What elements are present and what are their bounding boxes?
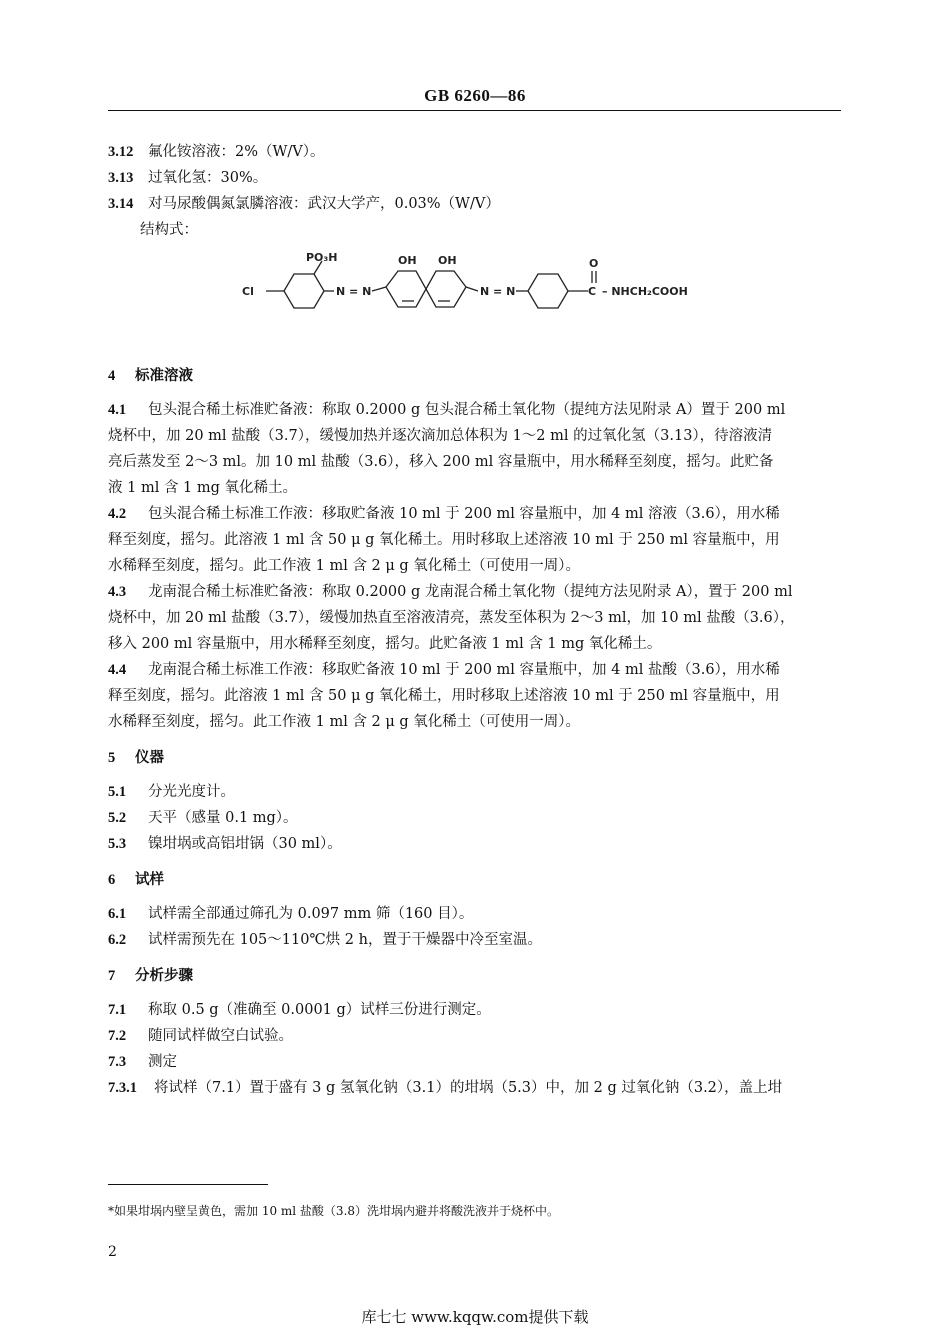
item-number: 7.1: [108, 1002, 127, 1018]
structure-label: 结构式：: [140, 222, 198, 238]
item-4-3: [108, 579, 841, 657]
item-number: 5.1: [108, 784, 127, 800]
page-header-title: GB 6260—86: [424, 86, 526, 105]
benzene-ring-1: [284, 274, 324, 308]
structural-formula-figure: [226, 249, 726, 333]
paragraph-line: 亮后蒸发至 2～3 ml。加 10 ml 盐酸（3.6），移入 200 ml 容量瓶中，用水稀释至刻度，摇匀。此贮备: [108, 454, 774, 470]
item-7-2: [108, 1023, 841, 1049]
download-watermark: 库七七 www.kqqw.com提供下载: [361, 1308, 589, 1326]
formula-carbonyl-o-label: O: [589, 257, 599, 270]
item-number: 6.1: [108, 906, 127, 922]
item-number: 6.2: [108, 932, 127, 948]
paragraph-line: 包头混合稀土标准工作液：移取贮备液 10 ml 于 200 ml 容量瓶中，加 4 ml 溶液（3.6），用水稀: [148, 506, 780, 522]
paragraph-line: 移入 200 ml 容量瓶中，用水稀释至刻度，摇匀。此贮备液 1 ml 含 1 mg 氧化稀土。: [108, 636, 662, 652]
section-number: 7: [108, 968, 116, 984]
item-4-2: [108, 501, 841, 579]
item-number: 3.14: [108, 196, 134, 212]
section-title: 分析步骤: [135, 967, 193, 984]
item-text: 测定: [148, 1054, 177, 1070]
item-4-4: [108, 657, 841, 735]
item-5-1: [108, 779, 841, 805]
header-rule: [108, 110, 841, 111]
item-number: 5.3: [108, 836, 127, 852]
formula-tail-label: – NHCH₂COOH: [602, 285, 688, 298]
item-text: 试样需全部通过筛孔为 0.097 mm 筛（160 目）。: [148, 906, 474, 922]
section-title: 标准溶液: [135, 367, 193, 384]
paragraph-line: 水稀释至刻度，摇匀。此工作液 1 ml 含 2 μ g 氧化稀土（可使用一周）。: [108, 558, 581, 574]
item-number: 3.13: [108, 170, 134, 186]
item-number: 7.2: [108, 1028, 127, 1044]
item-number: 4.2: [108, 506, 127, 522]
section-title: 试样: [135, 871, 164, 888]
item-number: 4.1: [108, 402, 127, 418]
formula-po3h-label: PO₃H: [306, 251, 338, 264]
section-number: 5: [108, 750, 116, 766]
paragraph-line: 液 1 ml 含 1 mg 氧化稀土。: [108, 480, 298, 496]
footnote: *如果坩埚内壁呈黄色，需加 10 ml 盐酸（3.8）洗坩埚内避并将酸洗液并于烧杯中。: [108, 1204, 560, 1218]
formula-cl-label: Cl: [242, 285, 254, 298]
footnote-rule: [108, 1184, 268, 1185]
bond-azo2-left: [466, 287, 478, 291]
section-4-heading: [108, 363, 841, 389]
paragraph-line: 龙南混合稀土标准贮备液：称取 0.2000 g 龙南混合稀土氧化物（提纯方法见附录 A），置于 200 ml: [148, 584, 793, 600]
item-text: 镍坩埚或高铝坩锅（30 ml）。: [148, 836, 342, 852]
item-text: 对马尿酸偶氮氯膦溶液：武汉大学产，0.03%（W/V）: [148, 196, 500, 212]
section-6-heading: [108, 867, 841, 893]
section-5-heading: [108, 745, 841, 771]
formula-azo1-label: N = N: [336, 285, 372, 298]
item-7-1: [108, 997, 841, 1023]
paragraph-line: 水稀释至刻度，摇匀。此工作液 1 ml 含 2 μ g 氧化稀土（可使用一周）。: [108, 714, 581, 730]
formula-azo2-label: N = N: [480, 285, 516, 298]
bond-azo1-right: [372, 287, 386, 291]
paragraph-line: 包头混合稀土标准贮备液：称取 0.2000 g 包头混合稀土氧化物（提纯方法见附录 A）置于 200 ml: [148, 402, 786, 418]
item-3-12: [108, 139, 841, 165]
item-text: 随同试样做空白试验。: [148, 1028, 293, 1044]
item-number: 5.2: [108, 810, 127, 826]
paragraph-line: 烧杯中，加 20 ml 盐酸（3.7），缓慢加热并逐次滴加总体积为 1～2 ml 的过氧化氢（3.13），待溶液清: [108, 428, 773, 444]
benzene-ring-3: [528, 274, 568, 308]
item-text: 称取 0.5 g（准确至 0.0001 g）试样三份进行测定。: [148, 1002, 491, 1018]
item-7-3-1: [108, 1075, 841, 1101]
item-3-13: [108, 165, 841, 191]
item-text: 天平（感量 0.1 mg）。: [148, 810, 298, 826]
item-text: 将试样（7.1）置于盛有 3 g 氢氧化钠（3.1）的坩埚（5.3）中，加 2 g 过氧化钠（3.2），盖上坩: [154, 1080, 783, 1096]
section-number: 6: [108, 872, 116, 888]
item-number: 7.3: [108, 1054, 127, 1070]
item-number: 4.3: [108, 584, 127, 600]
item-text: 过氧化氢：30%。: [148, 170, 268, 186]
item-6-2: [108, 927, 841, 953]
paragraph-line: 释至刻度，摇匀。此溶液 1 ml 含 50 μ g 氧化稀土，用时移取上述溶液 10 ml 于 250 ml 容量瓶中，用: [108, 688, 780, 704]
item-number: 7.3.1: [108, 1080, 137, 1096]
page-number: 2: [108, 1244, 117, 1260]
item-5-2: [108, 805, 841, 831]
formula-carbon-label: C: [588, 285, 597, 298]
item-number: 3.12: [108, 144, 134, 160]
item-text: 试样需预先在 105～110℃烘 2 h，置于干燥器中冷至室温。: [148, 932, 542, 948]
item-number: 4.4: [108, 662, 127, 678]
section-number: 4: [108, 368, 116, 384]
section-title: 仪器: [135, 749, 164, 766]
item-6-1: [108, 901, 841, 927]
item-7-3: [108, 1049, 841, 1075]
item-4-1: [108, 397, 841, 501]
page-content: [108, 139, 841, 1101]
structural-formula: [108, 249, 841, 333]
section-7-heading: [108, 963, 841, 989]
item-text: 氟化铵溶液：2%（W/V）。: [148, 144, 325, 160]
formula-oh2-label: OH: [438, 254, 457, 267]
item-5-3: [108, 831, 841, 857]
paragraph-line: 释至刻度，摇匀。此溶液 1 ml 含 50 μ g 氧化稀土。用时移取上述溶液 10 ml 于 250 ml 容量瓶中，用: [108, 532, 780, 548]
item-text: 分光光度计。: [148, 784, 235, 800]
paragraph-line: 龙南混合稀土标准工作液：移取贮备液 10 ml 于 200 ml 容量瓶中，加 4 ml 盐酸（3.6），用水稀: [148, 662, 780, 678]
formula-oh1-label: OH: [398, 254, 417, 267]
item-3-14: [108, 191, 841, 217]
paragraph-line: 烧杯中，加 20 ml 盐酸（3.7），缓慢加热直至溶液清亮，蒸发至体积为 2～3 ml，加 10 ml 盐酸（3.6），: [108, 610, 795, 626]
